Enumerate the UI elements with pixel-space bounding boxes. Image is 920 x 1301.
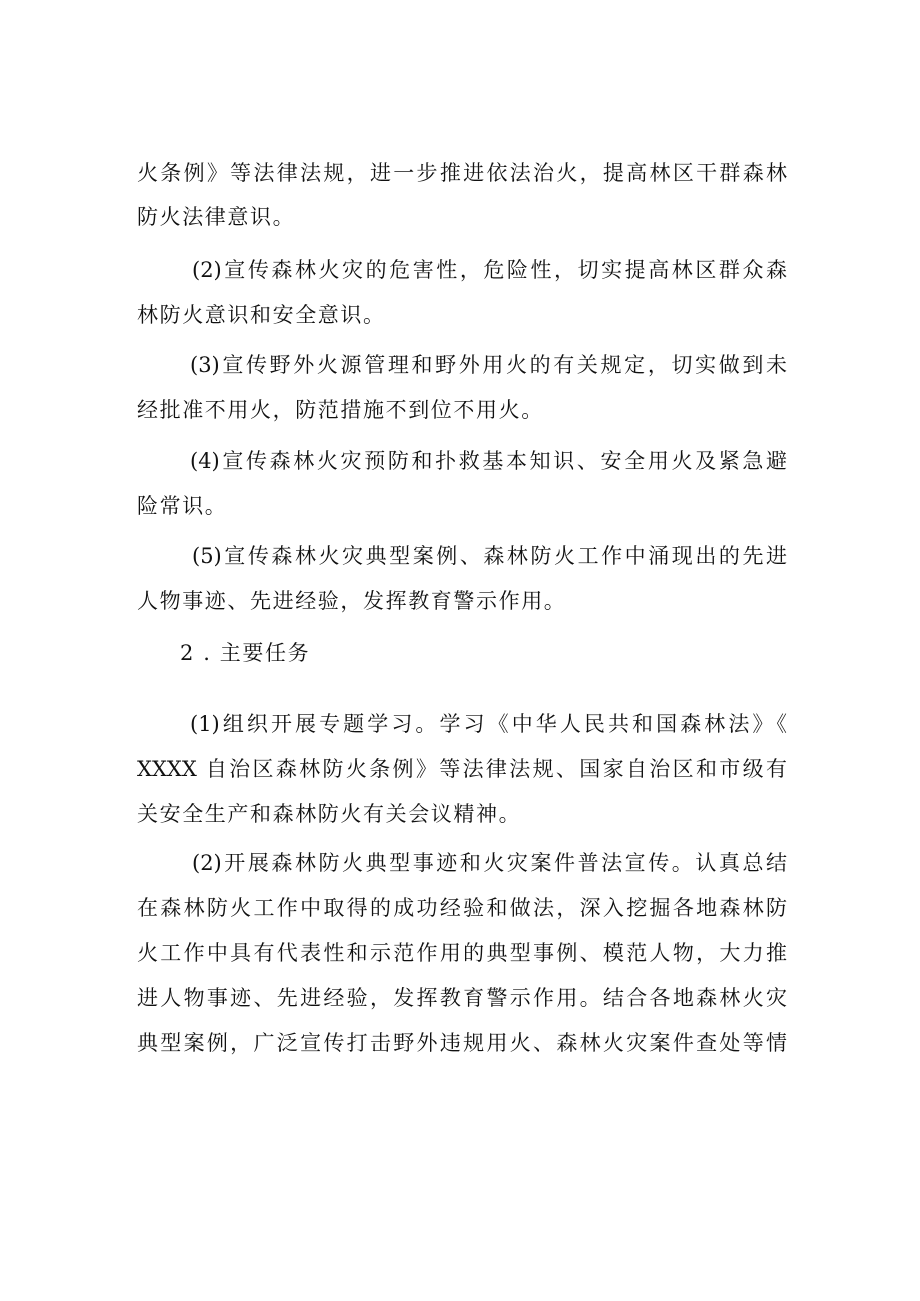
list-item-line: 典型案例，广泛宣传打击野外违规用火、森林火灾案件查处等情 (137, 1031, 787, 1055)
list-item-line: 关安全生产和森林防火有关会议精神。 (137, 802, 522, 826)
list-item-line: 险常识。 (137, 494, 228, 518)
list-item-line: 进人物事迹、先进经验，发挥教育警示作用。结合各地森林火灾 (137, 986, 787, 1010)
list-item-line: (5)宣传森林火灾典型案例、森林防火工作中涌现出的先进 (192, 544, 787, 568)
list-item-line: 人物事迹、先进经验，发挥教育警示作用。 (137, 589, 567, 613)
list-item-line: (4)宣传森林火灾预防和扑救基本知识、安全用火及紧急避 (190, 449, 787, 473)
list-item-line: XXXX 自治区森林防火条例》等法律法规、国家自治区和市级有 (137, 757, 787, 781)
paragraph-line: 防火法律意识。 (137, 205, 296, 229)
list-item-line: 林防火意识和安全意识。 (137, 303, 386, 327)
section-heading: 2 . 主要任务 (180, 641, 311, 665)
list-item-line: (2)开展森林防火典型事迹和火灾案件普法宣传。认真总结 (192, 851, 787, 875)
list-item-line: 火工作中具有代表性和示范作用的典型事例、模范人物，大力推 (137, 941, 787, 965)
paragraph-line: 火条例》等法律法规，进一步推进依法治火，提高林区干群森林 (137, 161, 787, 185)
list-item-line: (3)宣传野外火源管理和野外用火的有关规定，切实做到未 (190, 353, 787, 377)
list-item-line: 经批准不用火，防范措施不到位不用火。 (137, 398, 544, 422)
list-item-line: (2)宣传森林火灾的危害性，危险性，切实提高林区群众森 (192, 258, 787, 282)
list-item-line: (1)组织开展专题学习。学习《中华人民共和国森林法》《 (190, 712, 787, 736)
list-item-line: 在森林防火工作中取得的成功经验和做法，深入挖掘各地森林防 (137, 896, 787, 920)
